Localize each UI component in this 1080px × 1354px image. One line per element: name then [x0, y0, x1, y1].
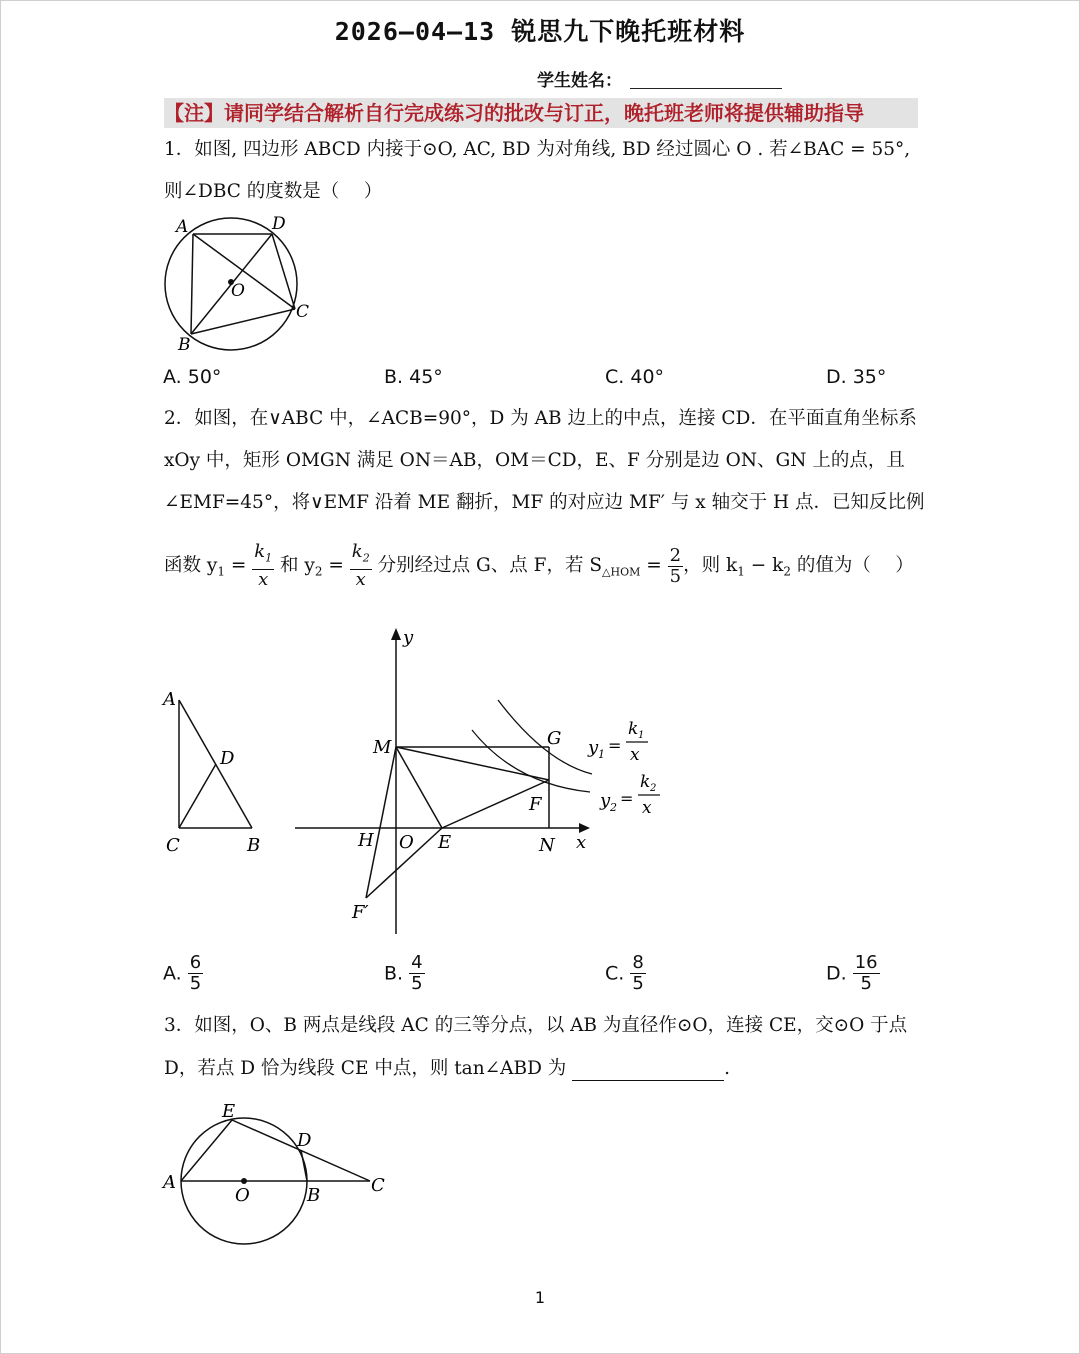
q2-line2: xOy 中，矩形 OMGN 满足 ON＝AB，OM＝CD，E、F 分别是边 ON、GN 上的点，且 [164, 450, 905, 471]
label-k2-sub: 2 [650, 783, 657, 794]
q2-line4-sub1: 1 [217, 564, 225, 579]
label-x-axis: x [576, 832, 587, 853]
q2-label-b: B [247, 835, 261, 856]
student-name-label: 学生姓名： [537, 71, 622, 91]
page-title: 2026—04—13 锐思九下晚托班材料 [334, 17, 746, 46]
q2-option-c-den: 5 [632, 973, 644, 994]
y-axis-arrow-icon [391, 628, 401, 640]
q2-option-b-letter: B. [384, 962, 404, 985]
q3-label-a: A [163, 1172, 176, 1193]
q3-answer-blank[interactable] [572, 1062, 724, 1081]
q2-option-b-frac [409, 953, 424, 994]
q1-label-o: O [231, 281, 245, 301]
q2-line4-sub3: △HOM [602, 565, 641, 579]
q2-line4-text-b: 和 y [274, 555, 315, 576]
label-h: H [358, 830, 374, 851]
label-y2-sub: 2 [610, 801, 617, 814]
q2-option-c-num: 8 [632, 952, 644, 973]
q2-option-a[interactable] [163, 953, 203, 994]
label-e: E [438, 832, 452, 853]
q2-option-a-letter: A. [163, 962, 182, 985]
q2-triangle-figure [158, 680, 278, 860]
label-y2-eq: = [620, 789, 634, 808]
label-y1: y [588, 737, 599, 758]
q1-option-c-letter: C. [605, 366, 625, 388]
label-f: F [529, 794, 542, 815]
label-g: G [547, 728, 562, 749]
q2-line4 [164, 540, 914, 599]
q2-option-d-num: 16 [854, 952, 878, 973]
q2-line4-text-c: 分别经过点 G、点 F，若 S [371, 555, 603, 576]
q2-option-c-letter: C. [605, 962, 625, 985]
q1-option-a-letter: A. [163, 366, 182, 388]
q1-seg-ba [191, 234, 193, 334]
q1-label-a: A [176, 217, 189, 237]
q2-line1: 2．如图，在∨ABC 中，∠ACB=90°，D 为 AB 边上的中点，连接 CD．在平面直角坐标系 [164, 408, 917, 429]
q2-line4-sub4: 1 [737, 564, 745, 579]
q2-line4-eq2: = [322, 555, 350, 576]
label-y2: y [600, 790, 611, 811]
label-n: N [539, 835, 555, 856]
q2-line4-sub5: 2 [783, 564, 791, 579]
q3-label-d: D [297, 1130, 312, 1151]
q3-label-o: O [235, 1185, 250, 1206]
q2-frac-k1-x [252, 542, 274, 590]
q2-line4-eq1: = [224, 555, 253, 576]
q2-k1: k [254, 541, 266, 563]
label-y1-eq: = [608, 736, 622, 755]
q2-option-c[interactable] [605, 953, 646, 994]
q2-coordinate-figure [290, 622, 680, 942]
q3-center-dot [241, 1178, 247, 1184]
q2-frac-k2-x [350, 542, 372, 590]
q1-option-a[interactable] [163, 366, 221, 388]
q3-line2-end: . [724, 1058, 731, 1079]
q2-option-d[interactable] [826, 953, 880, 994]
label-k2: k [640, 772, 651, 792]
q1-label-b: B [178, 335, 191, 355]
q2-x1: x [258, 568, 269, 590]
label-f-prime: F′ [352, 902, 369, 923]
q1-option-b[interactable] [384, 366, 443, 388]
q2-line4-text-d: ，则 k [683, 555, 738, 576]
q2-line3: ∠EMF=45°，将∨EMF 沿着 ME 翻折，MF 的对应边 MF′ 与 x 轴交于 H 点．已知反比例 [164, 492, 925, 513]
label-x2: x [642, 798, 652, 818]
student-name-field[interactable] [630, 74, 782, 89]
q2-line4-eq3: = [640, 555, 668, 576]
q2-label-d: D [220, 748, 235, 769]
q1-option-a-text: 50° [187, 366, 222, 388]
q1-label-c: C [296, 302, 310, 322]
q2-k2-sub: 2 [362, 551, 370, 565]
q3-label-b: B [307, 1185, 321, 1206]
q2-seg-cd [179, 764, 216, 828]
q3-seg-db [301, 1150, 307, 1181]
q2-frac-den: 5 [669, 565, 682, 587]
label-k1: k [628, 719, 639, 739]
q1-option-c-text: 40° [630, 366, 665, 388]
q2-k2: k [351, 541, 363, 563]
q2-option-b-den: 5 [411, 973, 423, 994]
q1-line2: 则∠DBC 的度数是（ ） [164, 181, 383, 202]
q2-x2: x [355, 568, 366, 590]
q3-label-e: E [222, 1101, 236, 1122]
q1-option-d-letter: D. [826, 366, 847, 388]
q1-option-d-text: 35° [852, 366, 887, 388]
q2-option-d-letter: D. [826, 962, 847, 985]
q2-label-c: C [166, 835, 180, 856]
q2-option-a-frac [188, 953, 203, 994]
q1-option-b-letter: B. [384, 366, 404, 388]
q1-option-d[interactable] [826, 366, 886, 388]
q1-option-b-text: 45° [409, 366, 443, 388]
q2-option-a-den: 5 [189, 973, 202, 994]
q2-option-b[interactable] [384, 953, 425, 994]
q1-seg-cb [191, 309, 295, 334]
q1-line1: 1．如图, 四边形 ABCD 内接于⊙O, AC, BD 为对角线, BD 经过圆心 O . 若∠BAC = 55°, [164, 139, 911, 160]
label-o: O [399, 832, 414, 853]
q2-line4-sub2: 2 [314, 564, 323, 579]
seg-mf [396, 747, 549, 780]
q3-line2-text: D，若点 D 恰为线段 CE 中点，则 tan∠ABD 为 [164, 1058, 567, 1079]
label-m: M [373, 737, 392, 758]
q3-figure [158, 1098, 398, 1248]
label-y1-sub: 1 [598, 748, 605, 761]
q2-option-b-num: 4 [411, 952, 423, 973]
q2-option-d-den: 5 [860, 973, 872, 994]
q2-option-a-num: 6 [189, 952, 202, 973]
student-name-row [537, 66, 782, 91]
q2-label-a: A [163, 689, 176, 710]
label-y-axis: y [403, 627, 414, 648]
label-k1-sub: 1 [638, 730, 645, 741]
q2-option-d-frac [853, 953, 880, 994]
page-number: 1 [534, 1288, 546, 1307]
q1-label-d: D [272, 214, 286, 234]
q2-k1-sub: 1 [265, 551, 273, 565]
q2-line4-text-e: − k [744, 555, 784, 576]
q3-label-c: C [371, 1175, 385, 1196]
q1-figure [158, 210, 328, 360]
curve-y1 [498, 700, 592, 774]
q2-frac-2-5 [668, 546, 683, 587]
curve-y2 [472, 730, 590, 792]
seg-me [396, 747, 442, 828]
q2-line4-text-a: 函数 y [164, 555, 218, 576]
q1-option-c[interactable] [605, 366, 664, 388]
instruction-note: 【注】请同学结合解析自行完成练习的批改与订正，晚托班老师将提供辅助指导 [164, 98, 918, 128]
q2-frac-num: 2 [669, 544, 682, 566]
q3-line1: 3．如图，O、B 两点是线段 AC 的三等分点，以 AB 为直径作⊙O，连接 CE，交⊙O 于点 [164, 1015, 908, 1036]
q2-line4-text-f: 的值为（ ） [790, 555, 914, 576]
q3-line2 [164, 1057, 730, 1081]
label-x1: x [630, 745, 640, 765]
q2-option-c-frac [630, 953, 645, 994]
